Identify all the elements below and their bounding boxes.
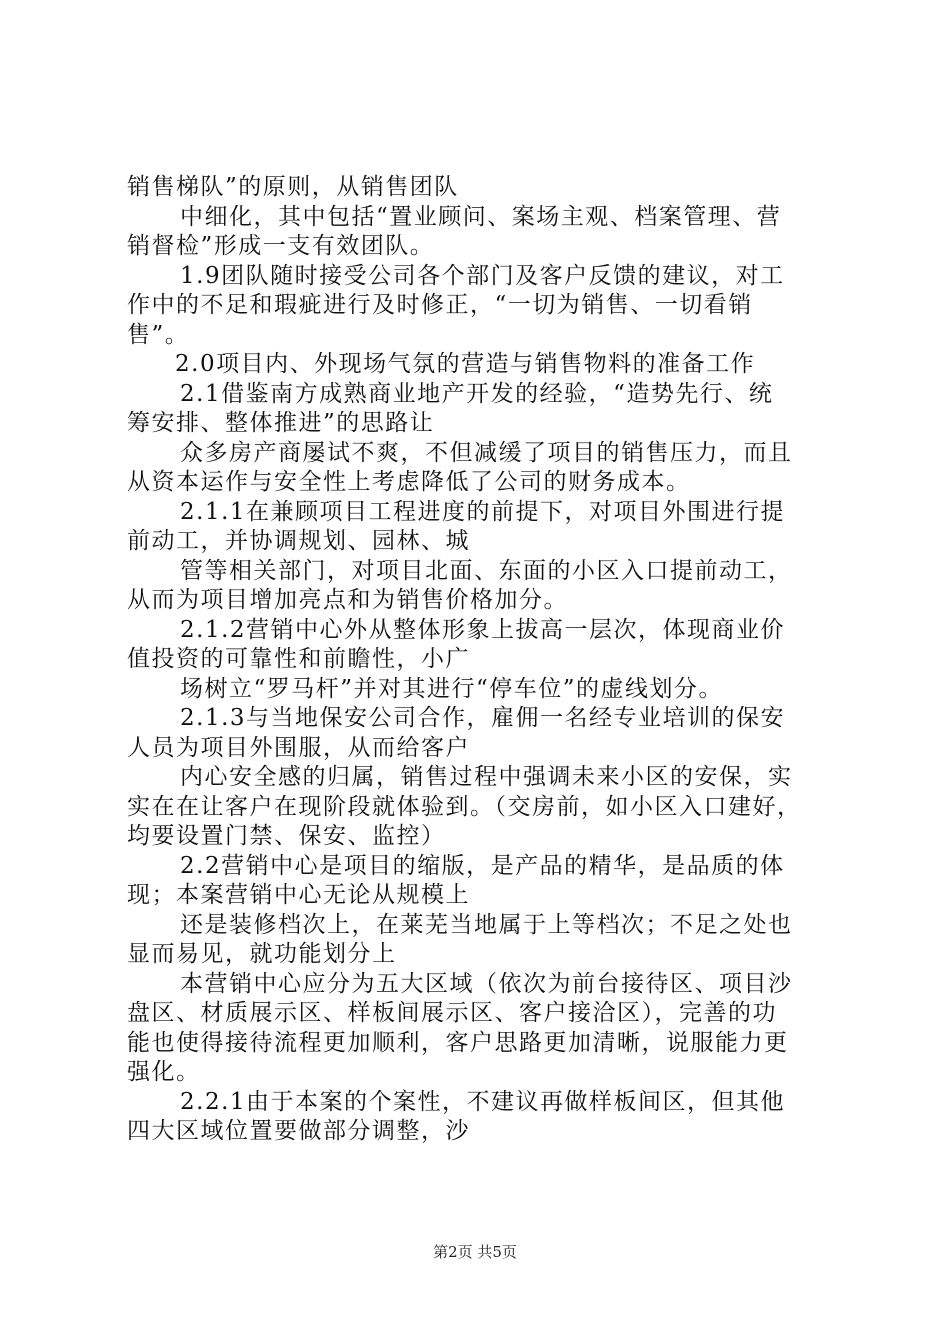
- text-line: 中细化，其中包括“置业顾问、案场主观、档案管理、营: [180, 203, 782, 230]
- text-line: 2.2营销中心是项目的缩版，是产品的精华，是品质的体: [180, 852, 785, 879]
- text-line: 管等相关部门，对项目北面、东面的小区入口提前动工，: [180, 557, 793, 584]
- text-line: 2.1.1在兼顾项目工程进度的前提下，对项目外围进行提: [180, 498, 786, 525]
- text-line: 销督检”形成一支有效团队。: [127, 233, 435, 259]
- text-line: 强化。: [127, 1059, 201, 1085]
- text-line: 前动工，并协调规划、园林、城: [127, 528, 470, 554]
- text-line: 本营销中心应分为五大区域（依次为前台接待区、项目沙: [180, 970, 793, 997]
- text-line: 能也使得接待流程更加顺利，客户思路更加清晰，说服能力更: [127, 1029, 789, 1056]
- text-line: 人员为项目外围服，从而给客户: [127, 734, 470, 761]
- text-line: 盘区、材质展示区、样板间展示区、客户接洽区），完善的功: [127, 1000, 777, 1026]
- page-number-footer: 第2页 共5页: [433, 1243, 517, 1261]
- text-line: 内心安全感的归属，销售过程中强调未来小区的安保，实: [180, 764, 793, 790]
- text-line: 2.1.3与当地保安公司合作，雇佣一名经专业培训的保安: [180, 705, 786, 731]
- text-line: 筹安排、整体推进”的思路让: [127, 410, 435, 436]
- text-line: 从资本运作与安全性上考虑降低了公司的财务成本。: [127, 469, 691, 495]
- text-line: 四大区域位置要做部分调整，沙: [127, 1118, 470, 1144]
- text-line: 2.1借鉴南方成熟商业地产开发的经验，“造势先行、统: [180, 380, 774, 407]
- text-line: 还是装修档次上，在莱芜当地属于上等档次；不足之处也: [180, 911, 793, 938]
- text-line: 2.2.1由于本案的个案性，不建议再做样板间区，但其他: [180, 1088, 786, 1115]
- text-line: 场树立“罗马杆”并对其进行“停车位”的虚线划分。: [180, 675, 724, 702]
- text-line: 值投资的可靠性和前瞻性，小广: [127, 646, 470, 672]
- text-line: 1.9团队随时接受公司各个部门及客户反馈的建议，对工: [180, 262, 785, 289]
- text-line: 2.1.2营销中心外从整体形象上拔高一层次，体现商业价: [180, 616, 786, 643]
- text-line: 显而易见，就功能划分上: [127, 941, 397, 967]
- text-line: 实在在让客户在现阶段就体验到。（交房前，如小区入口建好，: [127, 793, 802, 820]
- document-body: [127, 173, 837, 1147]
- section-heading: 2.0项目内、外现场气氛的营造与销售物料的准备工作: [175, 351, 756, 377]
- text-line: 从而为项目增加亮点和为销售价格加分。: [127, 587, 568, 613]
- text-line: 销售梯队”的原则，从销售团队: [127, 174, 459, 200]
- text-line: 现；本案营销中心无论从规模上: [127, 882, 470, 908]
- text-line: 均要设置门禁、保安、监控）: [127, 823, 446, 849]
- text-line: 作中的不足和瑕疵进行及时修正，“一切为销售、一切看销: [127, 292, 753, 318]
- text-line: 售”。: [127, 321, 190, 348]
- text-line: 众多房产商屡试不爽，不但减缓了项目的销售压力，而且: [180, 439, 793, 466]
